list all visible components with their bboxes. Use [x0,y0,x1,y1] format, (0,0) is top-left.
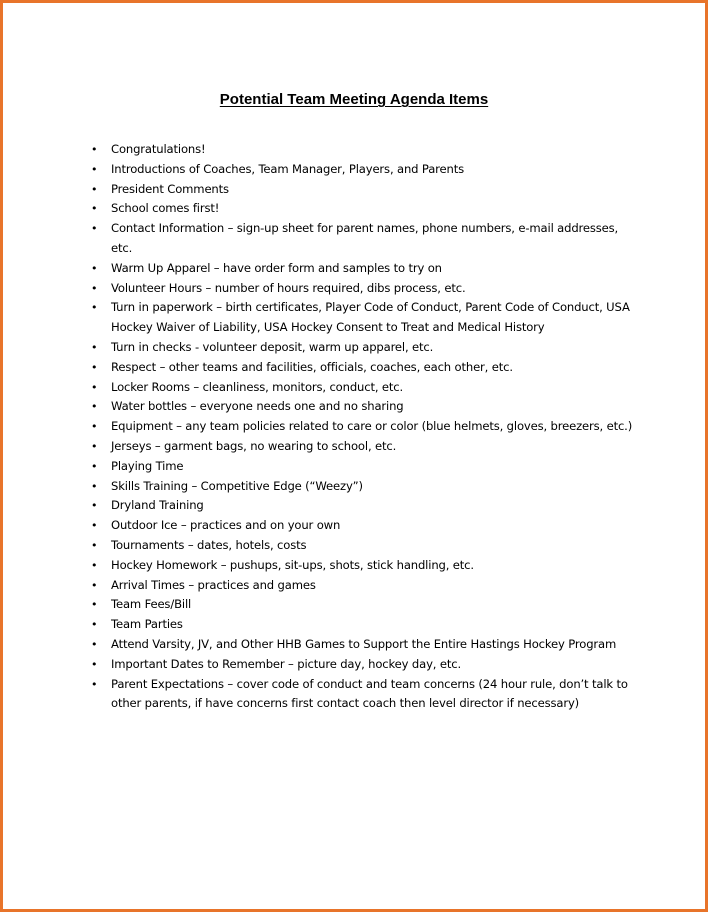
list-item [3,279,708,299]
list-item [3,457,708,477]
list-item-text: Introductions of Coaches, Team Manager, Players, and Parents [111,161,465,176]
bullet-icon: • [91,637,98,651]
list-item [3,635,708,655]
list-item-text: Equipment – any team policies related to care or color (blue helmets, gloves, breezers, etc.) [111,419,633,434]
bullet-icon: • [91,301,98,315]
list-item-text: Volunteer Hours – number of hours required, dibs process, etc. [111,280,466,295]
list-item [3,556,708,576]
bullet-icon: • [91,558,98,572]
bullet-icon: • [91,340,98,354]
bullet-icon: • [91,657,98,671]
page-title-text: Potential Team Meeting Agenda Items [219,91,489,108]
list-item [3,496,708,516]
bullet-icon: • [91,677,98,691]
list-item-text: Contact Information – sign-up sheet for parent names, phone numbers, e-mail addresses, etc. [111,221,619,255]
bullet-icon: • [91,162,98,176]
list-item-text: Dryland Training [111,498,204,513]
bullet-icon: • [91,538,98,552]
list-item-text: Team Parties [111,617,183,632]
list-item [3,140,708,160]
list-item-text: Important Dates to Remember – picture day, hockey day, etc. [111,656,461,671]
list-item-text: Turn in checks - volunteer deposit, warm up apparel, etc. [111,339,434,354]
bullet-icon: • [91,202,98,216]
list-item-text: Hockey Homework – pushups, sit-ups, shots, stick handling, etc. [111,557,474,572]
list-item [3,180,708,200]
bullet-icon: • [91,439,98,453]
list-item [3,516,708,536]
bullet-icon: • [91,578,98,592]
bullet-icon: • [91,281,98,295]
page-title [3,91,705,108]
list-item [3,437,708,457]
bullet-icon: • [91,499,98,513]
bullet-icon: • [91,459,98,473]
list-item [3,595,708,615]
list-item-text: Playing Time [111,458,184,473]
list-item-text: Congratulations! [111,142,206,156]
list-item [3,675,708,715]
bullet-icon: • [91,479,98,493]
bullet-icon: • [91,519,98,533]
bullet-icon: • [91,598,98,612]
list-item [3,655,708,675]
list-item [3,615,708,635]
bullet-icon: • [91,360,98,374]
bullet-icon: • [91,261,98,275]
list-item-text: President Comments [111,181,229,196]
list-item [3,576,708,596]
list-item-text: Warm Up Apparel – have order form and samples to try on [111,260,442,275]
list-item [3,298,708,338]
bullet-icon: • [91,182,98,196]
list-item-text: Jerseys – garment bags, no wearing to school, etc. [111,438,397,453]
list-item-text: Tournaments – dates, hotels, costs [111,537,307,552]
list-item-text: Outdoor Ice – practices and on your own [111,518,341,533]
list-item-text: Respect – other teams and facilities, officials, coaches, each other, etc. [111,359,513,374]
list-item-text: Locker Rooms – cleanliness, monitors, conduct, etc. [111,379,404,394]
list-item [3,160,708,180]
list-item-text: School comes first! [111,201,220,216]
bullet-icon: • [91,420,98,434]
list-item [3,378,708,398]
list-item [3,536,708,556]
list-item-text: Attend Varsity, JV, and Other HHB Games to Support the Entire Hastings Hockey Program [111,636,617,651]
list-item-text: Team Fees/Bill [111,597,192,612]
list-item-text: Parent Expectations – cover code of conduct and team concerns (24 hour rule, don’t talk to other parents, if have concerns first contact coach then level director if necessary) [111,676,628,711]
list-item-text: Skills Training – Competitive Edge (“Weezy”) [111,478,363,493]
bullet-icon: • [91,380,98,394]
list-item [3,219,708,259]
list-item [3,199,708,219]
list-item-text: Turn in paperwork – birth certificates, Player Code of Conduct, Parent Code of Conduct, USA Hockey Waiver of Liability, USA Hockey Consent to Treat and Medical History [111,300,630,335]
bullet-icon: • [91,222,98,236]
list-item [3,358,708,378]
list-item [3,417,708,437]
list-item [3,259,708,279]
list-item-text: Arrival Times – practices and games [111,577,316,592]
agenda-list [3,140,708,714]
list-item [3,397,708,417]
bullet-icon: • [91,400,98,414]
list-item [3,338,708,358]
bullet-icon: • [91,143,98,156]
list-item [3,477,708,497]
list-item-text: Water bottles – everyone needs one and no sharing [111,399,404,414]
bullet-icon: • [91,618,98,632]
